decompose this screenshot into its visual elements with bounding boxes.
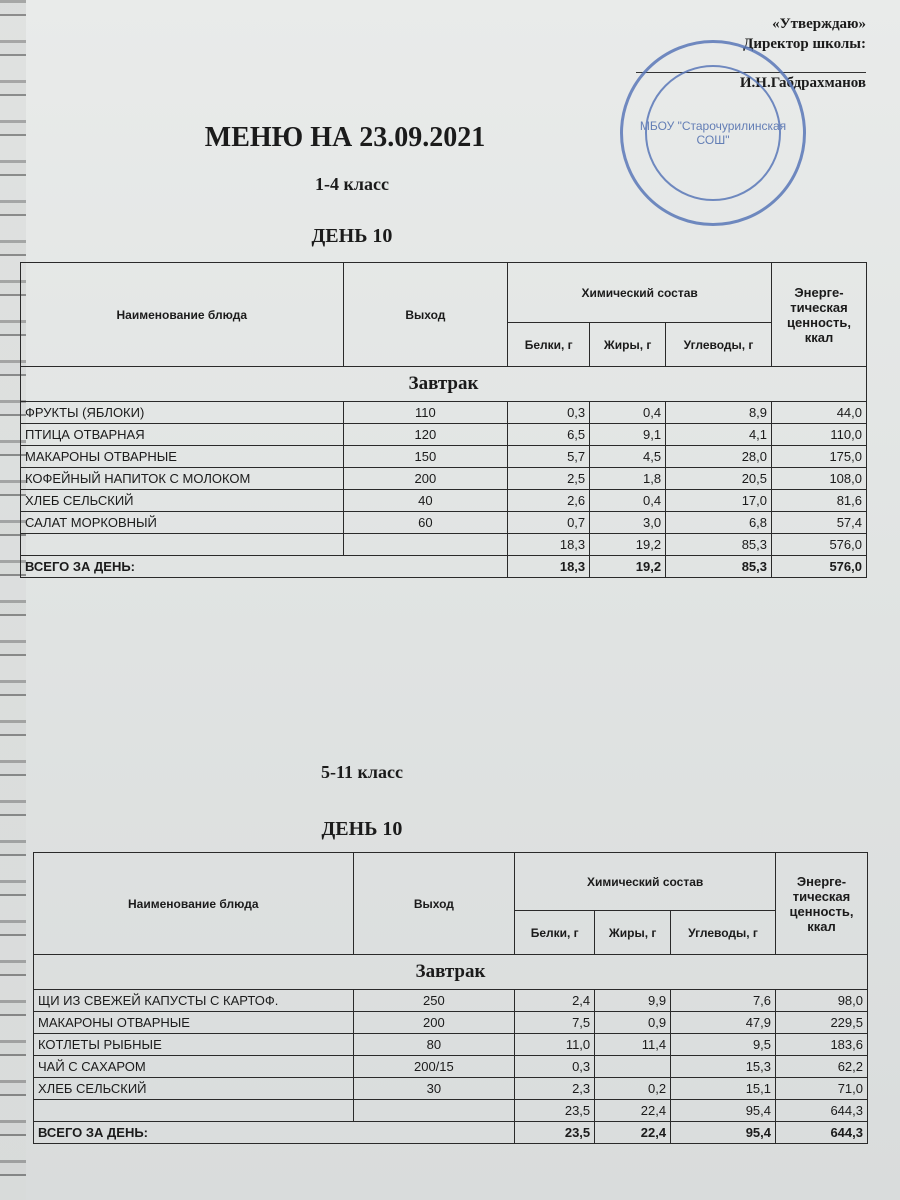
subtotal-energy: 644,3 xyxy=(776,1100,868,1122)
dish-fat: 9,9 xyxy=(595,990,671,1012)
total-carbs: 95,4 xyxy=(671,1122,776,1144)
dish-carbs: 17,0 xyxy=(666,490,772,512)
header-fat: Жиры, г xyxy=(595,911,671,955)
dish-name: МАКАРОНЫ ОТВАРНЫЕ xyxy=(21,446,344,468)
dish-protein: 11,0 xyxy=(515,1034,595,1056)
dish-energy: 98,0 xyxy=(776,990,868,1012)
dish-yield: 80 xyxy=(353,1034,515,1056)
header-protein: Белки, г xyxy=(508,323,590,367)
dish-carbs: 6,8 xyxy=(666,512,772,534)
dish-name: ФРУКТЫ (ЯБЛОКИ) xyxy=(21,402,344,424)
dish-energy: 81,6 xyxy=(772,490,867,512)
stamp-text: МБОУ "Старочурилинская СОШ" xyxy=(639,119,787,147)
dish-carbs: 8,9 xyxy=(666,402,772,424)
subtotal-fat: 22,4 xyxy=(595,1100,671,1122)
table-row xyxy=(34,1034,868,1056)
subtotal-carbs: 95,4 xyxy=(671,1100,776,1122)
dish-fat: 0,2 xyxy=(595,1078,671,1100)
dish-energy: 229,5 xyxy=(776,1012,868,1034)
total-protein: 23,5 xyxy=(515,1122,595,1144)
dish-protein: 2,4 xyxy=(515,990,595,1012)
header-yield: Выход xyxy=(353,853,515,955)
table-row xyxy=(34,1078,868,1100)
dish-protein: 2,5 xyxy=(508,468,590,490)
dish-name: КОФЕЙНЫЙ НАПИТОК С МОЛОКОМ xyxy=(21,468,344,490)
dish-energy: 62,2 xyxy=(776,1056,868,1078)
total-fat: 22,4 xyxy=(595,1122,671,1144)
dish-protein: 2,3 xyxy=(515,1078,595,1100)
dish-yield: 120 xyxy=(343,424,508,446)
dish-protein: 7,5 xyxy=(515,1012,595,1034)
approval-line1: «Утверждаю» xyxy=(772,16,866,32)
dish-yield: 250 xyxy=(353,990,515,1012)
subtotal-fat: 19,2 xyxy=(590,534,666,556)
header-carbs: Углеводы, г xyxy=(671,911,776,955)
table-row xyxy=(21,512,867,534)
dish-fat: 0,4 xyxy=(590,490,666,512)
subtotal-protein: 23,5 xyxy=(515,1100,595,1122)
section1-day: ДЕНЬ 10 xyxy=(311,225,393,247)
dish-energy: 183,6 xyxy=(776,1034,868,1056)
dish-protein: 5,7 xyxy=(508,446,590,468)
header-energy: Энерге-тическая ценность, ккал xyxy=(776,853,868,955)
dish-carbs: 47,9 xyxy=(671,1012,776,1034)
dish-carbs: 20,5 xyxy=(666,468,772,490)
dish-yield: 60 xyxy=(343,512,508,534)
dish-fat: 0,4 xyxy=(590,402,666,424)
dish-fat: 11,4 xyxy=(595,1034,671,1056)
dish-yield: 30 xyxy=(353,1078,515,1100)
dish-energy: 44,0 xyxy=(772,402,867,424)
subtotal-energy: 576,0 xyxy=(772,534,867,556)
dish-protein: 0,3 xyxy=(515,1056,595,1078)
dish-fat: 9,1 xyxy=(590,424,666,446)
table-row xyxy=(21,490,867,512)
subtotal-blank xyxy=(21,534,344,556)
table-row xyxy=(21,446,867,468)
dish-name: САЛАТ МОРКОВНЫЙ xyxy=(21,512,344,534)
dish-fat: 1,8 xyxy=(590,468,666,490)
subtotal-carbs: 85,3 xyxy=(666,534,772,556)
table-row xyxy=(21,468,867,490)
approval-signer: И.Н.Габдрахманов xyxy=(739,75,866,91)
dish-yield: 200 xyxy=(343,468,508,490)
header-chem: Химический состав xyxy=(508,263,772,323)
header-fat: Жиры, г xyxy=(590,323,666,367)
table-row xyxy=(21,424,867,446)
dish-carbs: 28,0 xyxy=(666,446,772,468)
dish-name: КОТЛЕТЫ РЫБНЫЕ xyxy=(34,1034,354,1056)
dish-fat: 3,0 xyxy=(590,512,666,534)
dish-yield: 40 xyxy=(343,490,508,512)
dish-name: ЩИ ИЗ СВЕЖЕЙ КАПУСТЫ С КАРТОФ. xyxy=(34,990,354,1012)
table-row xyxy=(34,1012,868,1034)
dish-yield: 200/15 xyxy=(353,1056,515,1078)
section1-grade: 1-4 класс xyxy=(315,174,389,194)
section2-grade: 5-11 класс xyxy=(321,762,403,782)
subtotal-blank xyxy=(34,1100,354,1122)
header-protein: Белки, г xyxy=(515,911,595,955)
header-energy: Энерге-тическая ценность, ккал xyxy=(772,263,867,367)
dish-yield: 150 xyxy=(343,446,508,468)
dish-yield: 200 xyxy=(353,1012,515,1034)
dish-energy: 71,0 xyxy=(776,1078,868,1100)
dish-name: МАКАРОНЫ ОТВАРНЫЕ xyxy=(34,1012,354,1034)
dish-energy: 110,0 xyxy=(772,424,867,446)
dish-carbs: 15,1 xyxy=(671,1078,776,1100)
dish-energy: 57,4 xyxy=(772,512,867,534)
menu-table-1-4 xyxy=(20,262,867,578)
header-yield: Выход xyxy=(343,263,508,367)
table-row xyxy=(34,1056,868,1078)
dish-carbs: 9,5 xyxy=(671,1034,776,1056)
subtotal-protein: 18,3 xyxy=(508,534,590,556)
header-dish: Наименование блюда xyxy=(34,853,354,955)
dish-protein: 6,5 xyxy=(508,424,590,446)
total-fat: 19,2 xyxy=(590,556,666,578)
header-dish: Наименование блюда xyxy=(21,263,344,367)
dish-yield: 110 xyxy=(343,402,508,424)
meal-label: Завтрак xyxy=(34,955,868,990)
total-label: ВСЕГО ЗА ДЕНЬ: xyxy=(34,1122,515,1144)
header-carbs: Углеводы, г xyxy=(666,323,772,367)
approval-line2: Директор школы: xyxy=(743,36,866,52)
dish-carbs: 4,1 xyxy=(666,424,772,446)
total-energy: 644,3 xyxy=(776,1122,868,1144)
table-row xyxy=(34,990,868,1012)
dish-fat: 0,9 xyxy=(595,1012,671,1034)
meal-label: Завтрак xyxy=(21,367,867,402)
section2-day: ДЕНЬ 10 xyxy=(321,818,403,840)
dish-protein: 0,7 xyxy=(508,512,590,534)
dish-name: ПТИЦА ОТВАРНАЯ xyxy=(21,424,344,446)
dish-fat: 4,5 xyxy=(590,446,666,468)
dish-fat xyxy=(595,1056,671,1078)
header-chem: Химический состав xyxy=(515,853,776,911)
menu-table-5-11 xyxy=(33,852,868,1144)
total-label: ВСЕГО ЗА ДЕНЬ: xyxy=(21,556,508,578)
total-protein: 18,3 xyxy=(508,556,590,578)
dish-name: ХЛЕБ СЕЛЬСКИЙ xyxy=(21,490,344,512)
dish-carbs: 7,6 xyxy=(671,990,776,1012)
dish-protein: 2,6 xyxy=(508,490,590,512)
dish-energy: 108,0 xyxy=(772,468,867,490)
dish-carbs: 15,3 xyxy=(671,1056,776,1078)
dish-name: ХЛЕБ СЕЛЬСКИЙ xyxy=(34,1078,354,1100)
table-row xyxy=(21,402,867,424)
dish-protein: 0,3 xyxy=(508,402,590,424)
total-energy: 576,0 xyxy=(772,556,867,578)
menu-title: МЕНЮ НА 23.09.2021 xyxy=(204,122,486,153)
dish-energy: 175,0 xyxy=(772,446,867,468)
dish-name: ЧАЙ С САХАРОМ xyxy=(34,1056,354,1078)
total-carbs: 85,3 xyxy=(666,556,772,578)
